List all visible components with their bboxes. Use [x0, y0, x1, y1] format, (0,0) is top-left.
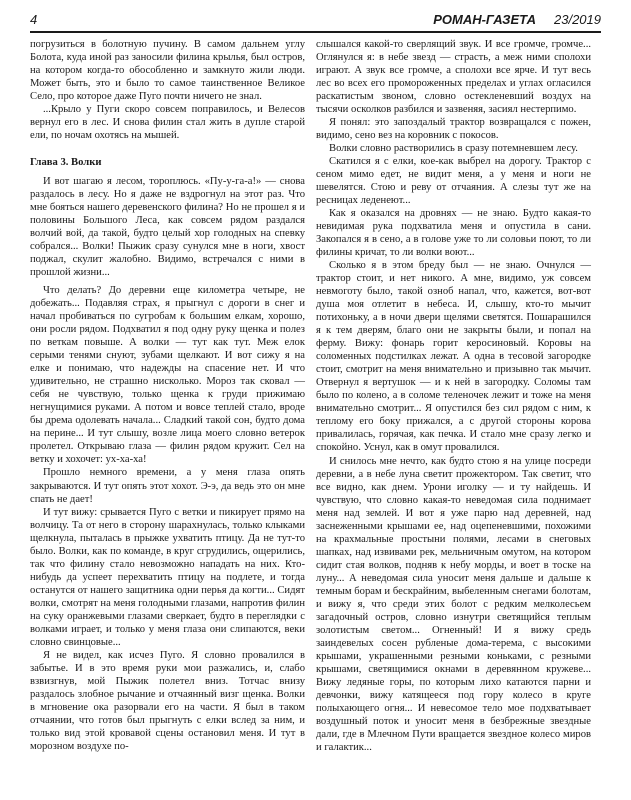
paragraph: Скатился я с елки, кое-как выбрел на дорогу. Трактор с сеном мимо едет, не видит меня, а у меня и ноги не шевелятся. Стою и реву от отчаяния. А слезы тут же на ресницах леденеют...	[316, 156, 591, 207]
page-number: 4	[30, 12, 38, 27]
paragraph: Я понял: это запоздалый трактор возвращался с пожен, видимо, сено вез на коровник с покосов.	[316, 117, 591, 142]
right-column	[316, 38, 591, 754]
left-column	[30, 38, 305, 753]
paragraph: И вот шагаю я лесом, тороплюсь. «Пу-у-га-а!» — снова раздалось в лесу. Но я даже не вздрогнул на этот раз. Что мне бояться нашего деревенского филина? Но не прошел я и половины Большого Леса, как совсем рядом раздался волчий вой, да такой, будто целый хор голодных на спевку собрался... Волки! Пыжик сразу сунулся мне в ноги, хвост поджал, скулит жалобно. Видимо, встречался с ними в прошлой жизни...	[30, 176, 305, 279]
paragraph: Сколько я в этом бреду был — не знаю. Очнулся — трактор стоит, и нет никого. А мне, видимо, уж совсем невмоготу было, такой озноб напал, что, кажется, вот-вот душа моя отлетит в небеса. И, слышу, кто-то мычит потихоньку, а в ночи двери щелями светятся. Пошарашился я к тем дверям, благо они не закрыты были, и попал на ферму. Вижу: фонарь горит керосиновый. Коровы на соломенных подстилках лежат. А одна в тесовой загородке стоит, смотрит на меня внимательно и призывно так мычит. Отвернул я вертушок — и к ней в загородку. Соломы там было по колено, а в соломе теленочек лежит и тоже на меня внимательно смотрит... Я опустился без сил рядом с ним, к теплому его боку прижался, а с другой стороны корова привалилась, горячая, как печка. И стало мне сразу легко и спокойно. Уснул, как в омут провалился.	[316, 260, 591, 454]
publication-title	[433, 12, 601, 27]
paragraph: ...Крыло у Пуги скоро совсем поправилось, и Велесов вернул его в лес. И снова филин стал жить в дупле старой ели, по ночам охотясь на мышей.	[30, 104, 305, 142]
publication-name: РОМАН-ГАЗЕТА	[433, 12, 536, 27]
paragraph: Прошло немного времени, а у меня глаза опять закрываются. И тут опять этот хохот. Э-э, да ведь это он мне спать не дает!	[30, 467, 305, 505]
paragraph: Как я оказался на дровнях — не знаю. Будто какая-то невидимая рука подхватила меня и опустила в сани. Закопался я в сено, а в голове уже то ли соловьи поют, то ли филины кричат, то ли волки воют...	[316, 208, 591, 259]
paragraph: Что делать? До деревни еще километра четыре, не добежать... Подавляя страх, я прыгнул с дороги в снег и начал пробиваться по сугробам к большим елкам, хорошо, они росли рядом. Подхватил я под одну руку щенка и полез по веткам повыше. А волки — тут как тут. Меж елок серыми тенями снуют, зубами щелкают. И вот сижу я на елке и понимаю, что надежды на спасение нет. И что удивительно, не страшно нисколько. Мороз так сковал — себя не чувствую, только щенка к груди прижимаю негнущимися руками. А потом и вовсе теплей стало, вроде бы дрема одолевать начала... Сладкий такой сон, будто дома на перине... И тут слышу, возле лица моего словно ветерок пролетел. Открываю глаза — филин рядом кружит. Сел на ветку и хохочет: ух-ха-ха!	[30, 285, 305, 466]
paragraph: погрузиться в болотную пучину. В самом дальнем углу Болота, куда иной раз заносили филина крылья, был остров, на котором когда-то обособленно и замкнуто жили люди. Может быть, это и было то самое таинственное Великое Село, про которое даже Пуго почти ничего не знал.	[30, 39, 305, 103]
paragraph: И тут вижу: срывается Пуго с ветки и пикирует прямо на волчицу. Та от него в сторону шарахнулась, только клыками щелкнула, пыталась в прыжке ухватить птицу. Да не тут-то было. Волки, как по команде, в круг сгрудились, ощерились, так что филину стало невозможно нападать на них. Кто-нибудь да успеет перехватить птицу на подлете, и тогда останутся от нашего защитника одни перья да когти... Сидят волки, смотрят на меня голодными глазами, напротив филин на суку оранжевыми глазами сверкает, будто в переглядки с волками играет, и только у меня глаза они слипаются, веки словно свинцовые...	[30, 506, 305, 648]
chapter-title: Глава 3. Волки	[30, 157, 102, 169]
paragraph: Я не видел, как исчез Пуго. Я словно провалился в забытье. И в это время руки мои разжались, и, слабо взвизгнув, мой Пыжик полетел вниз. Тотчас внизу раздалось злобное рычание и отчаянный визг щенка. Волки в мгновение ока разорвали его на части. Я был в таком отчаянии, что готов был прыгнуть с елки вслед за ним, и только вид этой кровавой сцены остановил меня. И тут в морозном воздухе по-	[30, 649, 305, 752]
paragraph: слышался какой-то сверлящий звук. И все громче, громче... Оглянулся я: в небе звезд — страсть, а меж ними сполохи играют. А звук все громче, а сполохи все ярче. И тут весь лес во всех его промороженных пределах и углах огласился раскатистым звоном, словно остекленевший воздух на тысячи осколков разбился и зазвеняя, засиял нестерпимо.	[316, 39, 591, 116]
paragraph: Волки словно растворились в сразу потемневшем лесу.	[329, 143, 578, 155]
issue-number: 23/2019	[554, 12, 601, 27]
paragraph: И снилось мне нечто, как будто стою я на улице посреди деревни, а в небе луна светит прожектором. Так светит, что все видно, как днем. Урони иголку — и ту найдешь. И чувствую, что словно какая-то неведомая сила поднимает меня над землей. И вот я уже парю над деревней, над заснеженными крышами ее, над оцепеневшими, похожими на крахмальные простыни полями, лесами в снеговых шапках, над извивами рек, мельничным омутом, на котором сидит стая волков, подняв к небу морды, и воет в тоске на луну... А неведомая сила уносит меня дальше и дальше к темным борам и бескрайним, выбеленным снегами болотам, и вижу я, что среди этих болот с редким мелколесьем загадочный остров, словно изнутри светящийся теплым золотистым светом... Огненный! И я вижу средь заиндевелых сосен рубленые дома-терема, с высокими крышами, украшенными резными коньками, с резными крышами, светящимися окнами в деревянном кружеве... Вижу ледяные горы, по которым лихо катаются парни и девчонки, вижу катящееся под гору колесо в круге полыхающего огня... И невесомое тело мое подхватывает воздушный поток и уносит меня в безбрежные звездные дали, где в Млечном Пути вращается звездное колесо миров и галактик...	[316, 455, 591, 753]
header-rule	[30, 31, 601, 33]
running-header	[30, 12, 601, 30]
